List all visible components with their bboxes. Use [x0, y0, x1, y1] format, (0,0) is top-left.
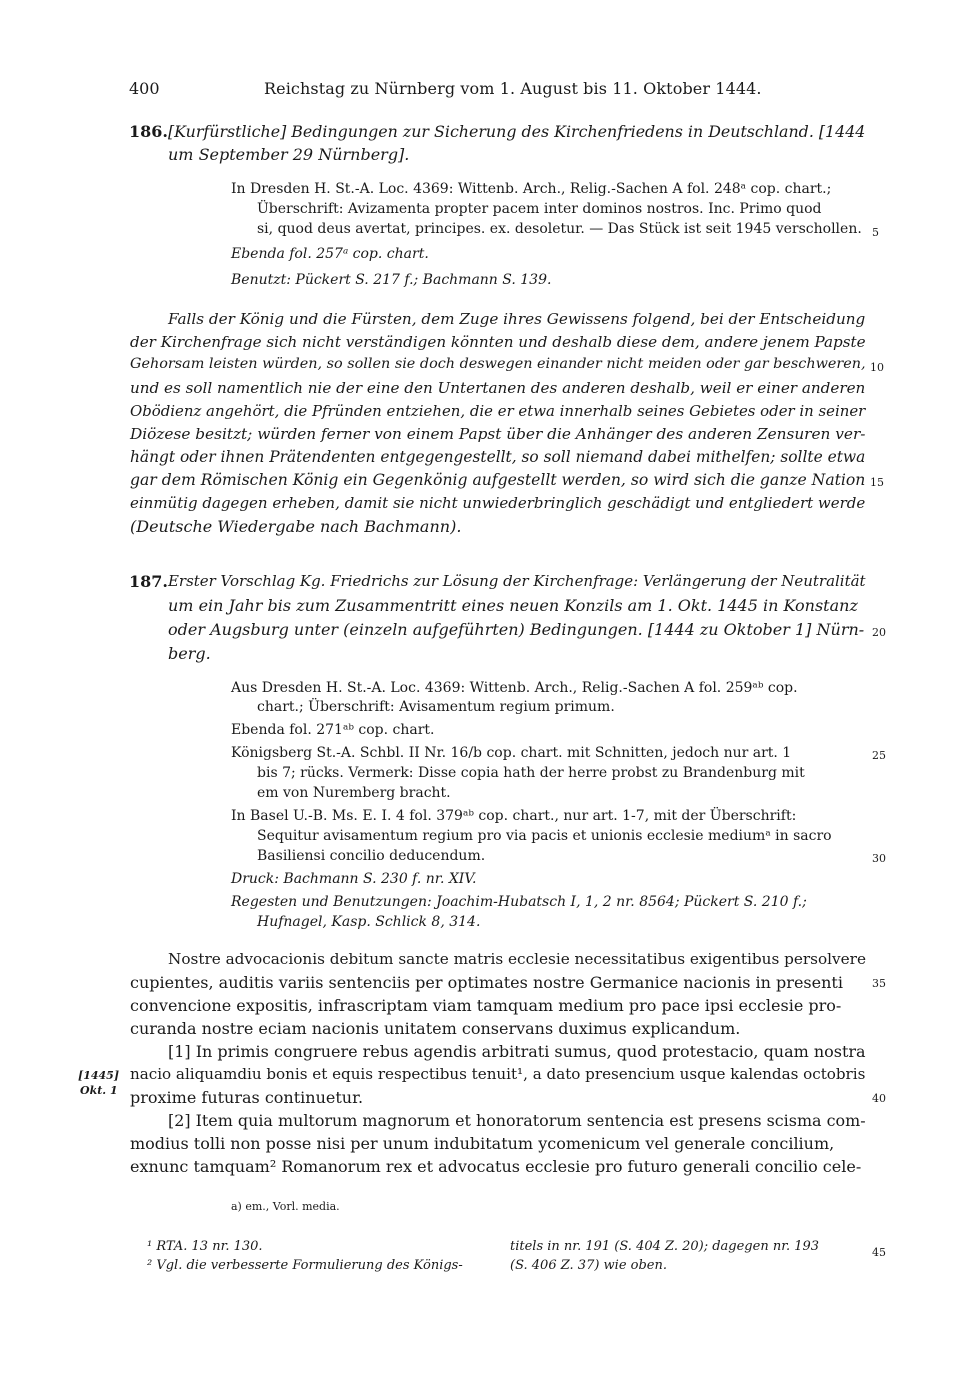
line-number: 25 [872, 749, 886, 762]
summary-line: Obödienz angehört, die Pfründen entziehen, die er etwa innerhalb seines Gebietes oder in seiner [130, 402, 866, 420]
line-number: 20 [872, 626, 886, 639]
latin-text-line: nacio aliquamdiu bonis et equis respectibus tenuit¹, a dato presencium usque kalendas octobris [130, 1065, 866, 1083]
running-head: Reichstag zu Nürnberg vom 1. August bis 11. Oktober 1444. [264, 79, 762, 98]
summary-line: und es soll namentlich nie der eine den Untertanen des anderen deshalb, weil er einer anderen [130, 379, 866, 397]
entry-187-source-line: Königsberg St.-A. Schbl. II Nr. 16/b cop. chart. mit Schnitten, jedoch nur art. 1 [231, 745, 792, 761]
entry-187-source-line: Ebenda fol. 271ᵃᵇ cop. chart. [231, 722, 435, 738]
latin-text-line: cupientes, auditis variis sentenciis per optimates nostre Germanice nacionis in presenti [130, 973, 843, 992]
entry-187-title-line: um ein Jahr bis zum Zusammentritt eines neuen Konzils am 1. Okt. 1445 in Konstanz [168, 596, 858, 615]
entry-187-druck-line: Druck: Bachmann S. 230 f. nr. XIV. [231, 871, 477, 887]
entry-187-source-line: Sequitur avisamentum regium pro via pacis et unionis ecclesie mediumᵃ in sacro [257, 828, 832, 844]
page-number: 400 [129, 79, 160, 98]
summary-line: gar dem Römischen König ein Gegenkönig aufgestellt werden, so wird sich die ganze Nation [130, 471, 866, 489]
footnote: (S. 406 Z. 37) wie oben. [510, 1258, 667, 1273]
margin-date-note: [1445] [78, 1069, 120, 1082]
summary-line: einmütig dagegen erheben, damit sie nicht unwiederbringlich geschädigt und entgliedert werde [130, 494, 866, 512]
line-number: 5 [872, 226, 879, 239]
entry-187-title-line: oder Augsburg unter (einzeln aufgeführten) Bedingungen. [1444 zu Oktober 1] Nürn- [168, 620, 865, 639]
summary-line: (Deutsche Wiedergabe nach Bachmann). [130, 517, 462, 536]
latin-text-line: convencione expositis, infrascriptam viam tamquam medium pro pace ipsi ecclesie pro- [130, 996, 842, 1015]
latin-text-line: modius tolli non posse nisi per unum indubitatum ycomenicum vel generale concilium, [130, 1134, 835, 1153]
latin-text-line: [2] Item quia multorum magnorum et honoratorum sentencia est presens scisma com- [168, 1111, 866, 1130]
footnote: ¹ RTA. 13 nr. 130. [147, 1239, 263, 1254]
entry-187-regesten-line: Regesten und Benutzungen: Joachim-Hubatsch I, 1, 2 nr. 8564; Pückert S. 210 f.; [231, 894, 807, 910]
latin-text-line: proxime futuras continuetur. [130, 1088, 364, 1107]
entry-187-source-line: Basiliensi concilio deducendum. [257, 848, 486, 864]
entry-186-number: 186. [129, 122, 168, 141]
line-number: 35 [872, 977, 886, 990]
latin-text-line: [1] In primis congruere rebus agendis arbitrati sumus, quod protestacio, quam nostra [168, 1042, 866, 1061]
line-number: 10 [870, 361, 884, 374]
line-number: 45 [872, 1246, 886, 1259]
entry-186-benutzt-line: Benutzt: Pückert S. 217 f.; Bachmann S. 139. [231, 272, 552, 288]
entry-186-title-line-2: um September 29 Nürnberg]. [168, 145, 410, 164]
summary-line: Diözese besitzt; würden ferner von einem Papst über die Anhänger des anderen Zensuren ver- [130, 425, 866, 443]
entry-187-number: 187. [129, 572, 168, 591]
entry-187-source-line: chart.; Überschrift: Avisamentum regium primum. [257, 699, 615, 715]
line-number: 15 [870, 476, 884, 489]
entry-187-title-line: berg. [168, 644, 211, 663]
footnote: titels in nr. 191 (S. 404 Z. 20); dagegen nr. 193 [510, 1239, 820, 1254]
entry-186-source-line: Überschrift: Avizamenta propter pacem inter dominos nostros. Inc. Primo quod [257, 201, 822, 217]
entry-186-source-line: Ebenda fol. 257ᵃ cop. chart. [231, 246, 429, 262]
margin-date-note: Okt. 1 [80, 1084, 118, 1097]
latin-text-line: Nostre advocacionis debitum sancte matris ecclesie necessitatibus exigentibus persolvere [168, 950, 866, 968]
entry-186-title-line-1: [Kurfürstliche] Bedingungen zur Sicherung des Kirchenfriedens in Deutschland. [1444 [168, 122, 866, 141]
latin-text-line: exnunc tamquam² Romanorum rex et advocatus ecclesie pro futuro generali concilio cele- [130, 1157, 862, 1176]
entry-187-title-line: Erster Vorschlag Kg. Friedrichs zur Lösung der Kirchenfrage: Verlängerung der Neutralität [168, 572, 866, 590]
summary-line: der Kirchenfrage sich nicht verständigen könnten und deshalb diese dem, andere jenem Papste [130, 333, 866, 351]
entry-186-source-line: si, quod deus avertat, principes. ex. desoletur. — Das Stück ist seit 1945 verschollen. [257, 221, 862, 237]
variant-note: a) em., Vorl. media. [231, 1200, 340, 1213]
entry-187-source-line: em von Nuremberg bracht. [257, 785, 451, 801]
entry-186-source-line: In Dresden H. St.-A. Loc. 4369: Wittenb. Arch., Relig.-Sachen A fol. 248ᵃ cop. chart.; [231, 181, 832, 197]
entry-187-regesten-line: Hufnagel, Kasp. Schlick 8, 314. [257, 914, 481, 930]
line-number: 40 [872, 1092, 886, 1105]
summary-line: Falls der König und die Fürsten, dem Zuge ihres Gewissens folgend, bei der Entscheidung [168, 310, 866, 328]
entry-187-source-line: In Basel U.-B. Ms. E. I. 4 fol. 379ᵃᵇ cop. chart., nur art. 1-7, mit der Überschrift: [231, 808, 797, 824]
entry-187-source-line: Aus Dresden H. St.-A. Loc. 4369: Wittenb. Arch., Relig.-Sachen A fol. 259ᵃᵇ cop. [231, 680, 798, 696]
summary-line: hängt oder ihnen Prätendenten entgegengestellt, so soll niemand dabei mithelfen; sollte etwa [130, 448, 866, 466]
footnote: ² Vgl. die verbesserte Formulierung des Königs- [147, 1258, 463, 1273]
entry-187-source-line: bis 7; rücks. Vermerk: Disse copia hath der herre probst zu Brandenburg mit [257, 765, 805, 781]
latin-text-line: curanda nostre eciam nacionis unitatem conservans duximus explicandum. [130, 1019, 741, 1038]
summary-line: Gehorsam leisten würden, so sollen sie doch deswegen einander nicht meiden oder gar beschweren, [130, 356, 866, 372]
line-number: 30 [872, 852, 886, 865]
